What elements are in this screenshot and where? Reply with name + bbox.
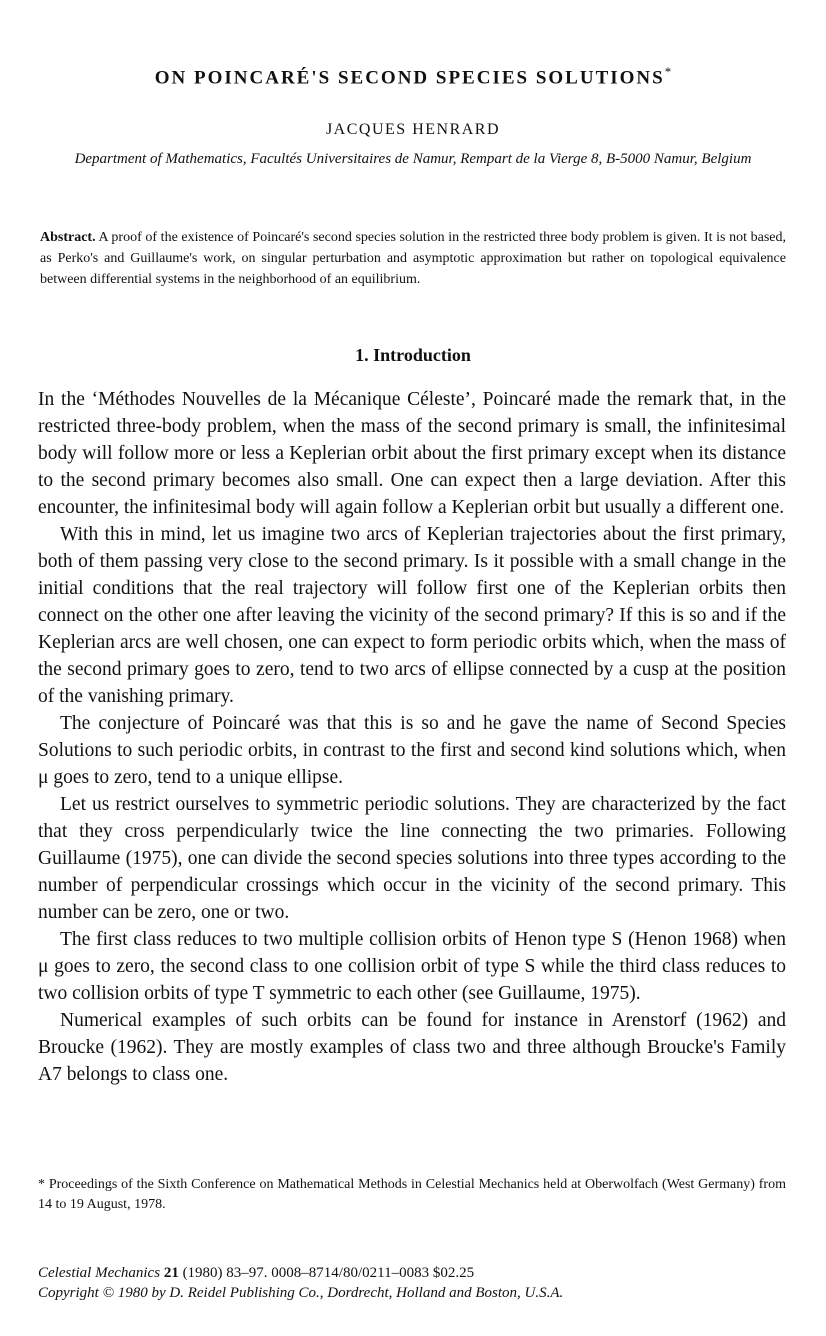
abstract [40,227,786,290]
body-paragraph: With this in mind, let us imagine two arcs of Keplerian trajectories about the first primary, both of them passing very close to the second primary. Is it possible with a small change in the initial conditions that the real trajectory will follow first one of the Keplerian orbits then connect on the other one after leaving the vicinity of the second primary? If this is so and if the Keplerian arcs are well chosen, one can expect to form periodic orbits which, when the mass of the second primary goes to zero, tend to two arcs of ellipse connected by a cusp at the position of the vanishing primary. [38,524,786,707]
journal-details: (1980) 83–97. 0008–8714/80/0211–0083 $02.25 [182,1265,475,1281]
footnote: * Proceedings of the Sixth Conference on Mathematical Methods in Celestial Mechanics held at Oberwolfach (West Germany) from 14 to 19 August, 1978. [38,1177,786,1212]
title-footnote-mark: * [664,64,672,79]
body-paragraph: Let us restrict ourselves to symmetric periodic solutions. They are characterized by the fact that they cross perpendicularly twice the line connecting the two primaries. Following Guillaume (1975), one can divide the second species solutions into three types according to the number of perpendicular crossings which occur in the vicinity of the second primary. This number can be zero, one or two. [38,794,786,923]
journal-volume: 21 [163,1265,179,1281]
paper-title [0,64,826,89]
abstract-label: Abstract. [40,230,96,245]
journal-name: Celestial Mechanics [38,1265,161,1281]
citation-line [38,1263,786,1283]
abstract-text: A proof of the existence of Poincaré's second species solution in the restricted three body problem is given. It is not based, as Perko's and Guillaume's work, on singular perturbation and asymptotic approximation but rather on topological equivalence between differential systems in the neighborhood of an equilibrium. [40,230,786,287]
body-paragraph: The conjecture of Poincaré was that this is so and he gave the name of Second Species Solutions to such periodic orbits, in contrast to the first and second kind solutions which, when μ goes to zero, tend to a unique ellipse. [38,713,786,788]
section-heading: 1. Introduction [355,345,471,365]
section-body [38,386,786,1088]
copyright-line: Copyright © 1980 by D. Reidel Publishing Co., Dordrecht, Holland and Boston, U.S.A. [38,1285,564,1301]
title-text: ON POINCARÉ'S SECOND SPECIES SOLUTIONS [154,67,665,89]
author-affiliation: Department of Mathematics, Facultés Universitaires de Namur, Rempart de la Vierge 8, B-5000 Namur, Belgium [74,151,752,167]
body-paragraph: In the ‘Méthodes Nouvelles de la Mécanique Céleste’, Poincaré made the remark that, in the restricted three-body problem, when the mass of the second primary is small, the infinitesimal body will follow more or less a Keplerian orbit about the first primary except when its distance to the second primary becomes also small. One can expect then a large deviation. After this encounter, the infinitesimal body will again follow a Keplerian orbit but usually a different one. [38,389,786,518]
journal-info [38,1263,786,1303]
body-paragraph: The first class reduces to two multiple collision orbits of Henon type S (Henon 1968) when μ goes to zero, the second class to one collision orbit of type S while the third class reduces to two collision orbits of type T symmetric to each other (see Guillaume, 1975). [38,929,786,1004]
author-name: JACQUES HENRARD [325,121,501,138]
body-paragraph: Numerical examples of such orbits can be found for instance in Arenstorf (1962) and Broucke (1962). They are mostly examples of class two and three although Broucke's Family A7 belongs to class one. [38,1010,786,1085]
